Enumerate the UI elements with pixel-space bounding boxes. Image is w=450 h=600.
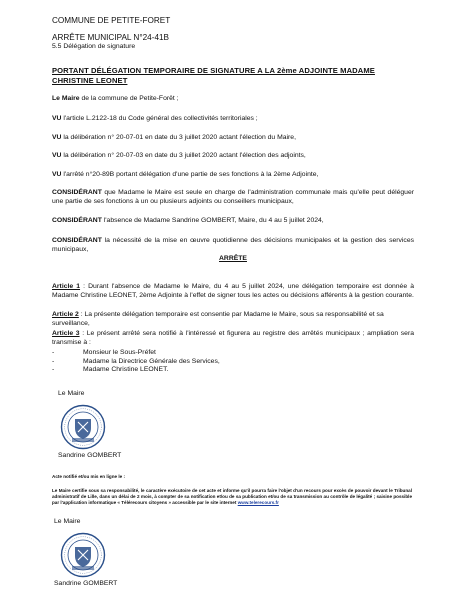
article-text: : La présente délégation temporaire est consentie par Madame le Maire, sous sa responsabilité et sa surveillance, xyxy=(52,311,384,327)
list-dash: - xyxy=(52,366,55,374)
signature-role: Le Maire xyxy=(54,518,81,525)
article-label: Article 3 xyxy=(52,330,80,337)
visa-lead: VU xyxy=(52,115,62,122)
considerant-2 xyxy=(52,217,414,226)
notice-body xyxy=(52,488,412,506)
considerant-lead: CONSIDÉRANT xyxy=(52,237,102,244)
telerecours-link[interactable]: www.telerecours.fr xyxy=(237,500,279,505)
visa-lead: VU xyxy=(52,134,62,141)
considerant-1 xyxy=(52,189,414,206)
visa-lead: VU xyxy=(52,171,62,178)
visa-4 xyxy=(52,171,414,180)
visa-text: l'arrêté n°20-89B portant délégation d'une partie de ses fonctions à la 2ème Adjointe, xyxy=(61,171,319,178)
considerant-text: la nécessité de la mise en œuvre quotidienne des décisions municipales et la gestion des services municipaux, xyxy=(52,237,414,253)
visa-1 xyxy=(52,115,414,124)
commune-name: COMMUNE DE PETITE-FORET xyxy=(52,16,171,25)
list-item xyxy=(52,349,414,358)
recipient-name: Madame la Directrice Générale des Services, xyxy=(83,357,220,365)
article-label: Article 2 xyxy=(52,311,79,318)
visa-text: l'article L.2122-18 du Code général des collectivités territoriales ; xyxy=(61,115,258,122)
visa-2 xyxy=(52,134,414,143)
article-text: : Durant l'absence de Madame le Maire, du 4 au 5 juillet 2024, une délégation temporaire est donnée à Madame Christine LEONET, 2ème Adjointe à l'effet de signer tous les actes ou décisions afférents à la gestion courante. xyxy=(52,283,414,299)
list-dash: - xyxy=(52,349,55,356)
considerant-text: l'absence de Madame Sandrine GOMBERT, Maire, du 4 au 5 juillet 2024, xyxy=(101,217,324,224)
arrete-number: ARRÊTE MUNICIPAL N°24-41B xyxy=(52,33,170,42)
signature-name: Sandrine GOMBERT xyxy=(58,452,122,459)
visa-lead: VU xyxy=(52,152,62,159)
intro-mayor: Le Maire xyxy=(52,95,80,102)
municipal-seal-icon xyxy=(60,532,106,578)
municipal-seal-icon xyxy=(60,404,106,450)
considerant-3 xyxy=(52,237,414,254)
category: 5.5 Délégation de signature xyxy=(52,43,136,50)
article-2 xyxy=(52,311,414,328)
notice-text: Le Maire certifie sous sa responsabilité, le caractère exécutoire de cet acte et informe qu'il pourra faire l'objet d'un recours pour excès de pouvoir devant le Tribunal administratif de Lille, dans un délai de 2 mois, à compter de sa notification et/ou de sa publication et/ou de sa transmission au contrôle de légalité ; saisine possible par l'application informatique « Télérecours citoyens » accessible par le site internet xyxy=(52,488,412,505)
article-3 xyxy=(52,330,414,347)
visa-text: la délibération n° 20-07-03 en date du 3 juillet 2020 actant l'élection des adjoints, xyxy=(61,152,306,159)
signature-role: Le Maire xyxy=(58,390,85,397)
recipient-name: Madame Christine LEONET. xyxy=(83,366,169,374)
visa-text: la délibération n° 20-07-01 en date du 3 juillet 2020 actant l'élection du Maire, xyxy=(61,134,296,141)
document-title: PORTANT DÉLÉGATION TEMPORAIRE DE SIGNATURE A LA 2ème ADJOINTE MADAME CHRISTINE LEONET xyxy=(52,66,375,85)
recipient-list xyxy=(52,349,414,375)
article-1 xyxy=(52,283,414,300)
article-label: Article 1 xyxy=(52,283,81,290)
list-dash: - xyxy=(52,357,55,365)
recipient-name: Monsieur le Sous-Préfet xyxy=(83,349,156,356)
list-item xyxy=(52,358,414,367)
arrete-heading: ARRÊTE xyxy=(219,255,247,262)
considerant-lead: CONSIDÉRANT xyxy=(52,189,102,196)
signature-name: Sandrine GOMBERT xyxy=(54,580,118,587)
considerant-lead: CONSIDÉRANT xyxy=(52,217,102,224)
visa-3 xyxy=(52,152,414,161)
intro-line xyxy=(52,95,414,104)
intro-rest: de la commune de Petite-Forêt ; xyxy=(79,95,179,102)
notice-heading: Acte notifié et/ou mis en ligne le : xyxy=(52,474,125,479)
list-item xyxy=(52,366,414,375)
considerant-text: que Madame le Maire est seule en charge de l'administration communale mais qu'elle peut déléguer une partie de ses fonctions à un ou plusieurs adjoints ou conseillers municipaux, xyxy=(52,189,414,205)
article-text: : Le présent arrêté sera notifié à l'intéressé et figurera au registre des arrêtés municipaux ; ampliation sera transmise à : xyxy=(52,330,414,346)
